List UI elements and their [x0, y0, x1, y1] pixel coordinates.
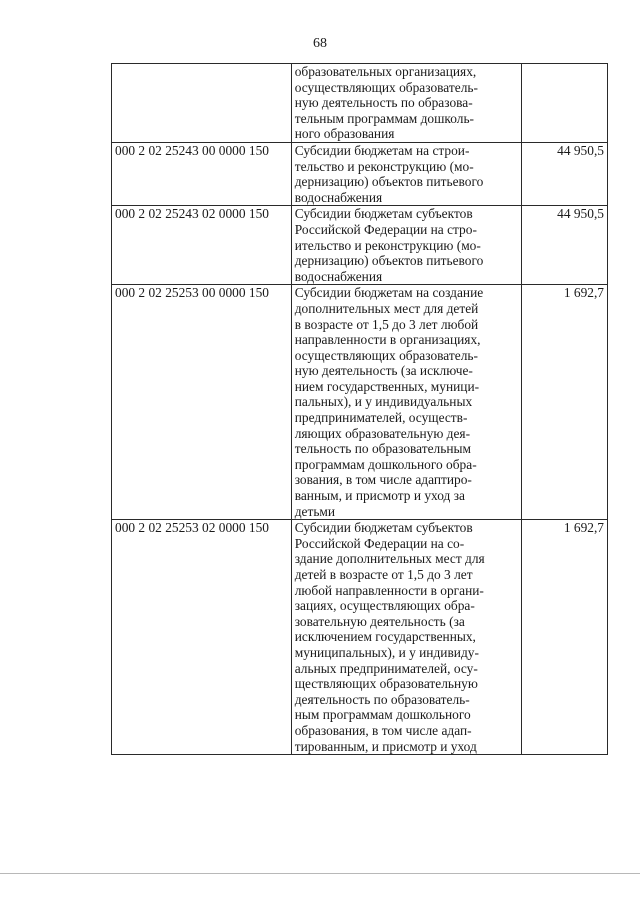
description-line: детьми [294, 503, 336, 519]
description-line: исключением государственных, [294, 629, 476, 645]
description-line: тельство и реконструкцию (мо- [294, 158, 474, 174]
budget-table-body [112, 64, 608, 755]
amount-cell: 44 950,5 [521, 206, 607, 285]
description-line: образовательных организациях, [294, 64, 477, 79]
budget-table [111, 63, 608, 755]
amount-cell: 44 950,5 [521, 142, 607, 205]
classification-code-cell: 000 2 02 25243 02 0000 150 [112, 206, 292, 285]
description-line: ляющих образовательную дея- [294, 425, 471, 441]
description-line: предпринимателей, осуществ- [294, 410, 468, 426]
classification-code-cell [112, 64, 292, 143]
description-line: дернизацию) объектов питьевого [294, 253, 484, 269]
description-line: альных предпринимателей, осу- [294, 660, 478, 676]
description-line: водоснабжения [294, 268, 383, 284]
description-line: Субсидии бюджетам на строи- [294, 142, 470, 158]
description-line: водоснабжения [294, 189, 383, 205]
description-line: ную деятельность по образова- [294, 95, 473, 111]
amount-cell [521, 64, 607, 143]
classification-code-cell: 000 2 02 25243 00 0000 150 [112, 142, 292, 205]
classification-code-cell: 000 2 02 25253 00 0000 150 [112, 285, 292, 520]
description-line: зациях, осуществляющих обра- [294, 598, 475, 614]
description-cell [291, 206, 521, 285]
description-line: ванным, и присмотр и уход за [294, 488, 465, 504]
description-line: в возрасте от 1,5 до 3 лет любой [294, 316, 479, 332]
description-cell [291, 142, 521, 205]
description-cell [291, 520, 521, 755]
description-line: осуществляющих образователь- [294, 347, 478, 363]
description-line: ительство и реконструкцию (мо- [294, 237, 481, 253]
description-line: направленности в организациях, [294, 332, 481, 348]
amount-cell: 1 692,7 [521, 285, 607, 520]
description-line: Субсидии бюджетам субъектов [294, 520, 473, 536]
description-line: программам дошкольного обра- [294, 456, 477, 472]
description-cell [291, 64, 521, 143]
description-line: пальных), и у индивидуальных [294, 394, 473, 410]
description-line: ществляющих образовательную [294, 676, 478, 692]
description-line: нием государственных, муници- [294, 378, 480, 394]
description-line: образования, в том числе адап- [294, 722, 472, 738]
description-line: любой направленности в органи- [294, 582, 484, 598]
description-line: Субсидии бюджетам на создание [294, 285, 484, 301]
description-line: Российской Федерации на со- [294, 535, 465, 551]
description-line: здание дополнительных мест для [294, 551, 485, 567]
description-line: ного образования [294, 126, 395, 142]
description-line: ным программам дошкольного [294, 707, 471, 723]
description-line: зовательную деятельность (за [294, 613, 465, 629]
description-line: Субсидии бюджетам субъектов [294, 206, 473, 222]
description-line: дополнительных мест для детей [294, 300, 479, 316]
table-row [112, 520, 608, 755]
description-line: зования, в том числе адаптиро- [294, 472, 472, 488]
table-row [112, 142, 608, 205]
table-row [112, 285, 608, 520]
table-row [112, 206, 608, 285]
description-line: осуществляющих образователь- [294, 79, 478, 95]
description-line: ную деятельность (за исключе- [294, 363, 473, 379]
description-line: деятельность по образователь- [294, 691, 470, 707]
description-line: тельность по образовательным [294, 441, 471, 457]
classification-code-cell: 000 2 02 25253 02 0000 150 [112, 520, 292, 755]
description-line: тированным, и присмотр и уход [294, 738, 477, 754]
description-line: тельным программам дошколь- [294, 110, 475, 126]
description-line: муниципальных), и у индивиду- [294, 644, 479, 660]
description-cell [291, 285, 521, 520]
table-row [112, 64, 608, 143]
page-number: 68 [313, 36, 327, 51]
description-line: детей в возрасте от 1,5 до 3 лет [294, 567, 473, 582]
bottom-divider [0, 873, 640, 874]
description-line: дернизацию) объектов питьевого [294, 174, 484, 190]
description-line: Российской Федерации на стро- [294, 221, 477, 237]
amount-cell: 1 692,7 [521, 520, 607, 755]
